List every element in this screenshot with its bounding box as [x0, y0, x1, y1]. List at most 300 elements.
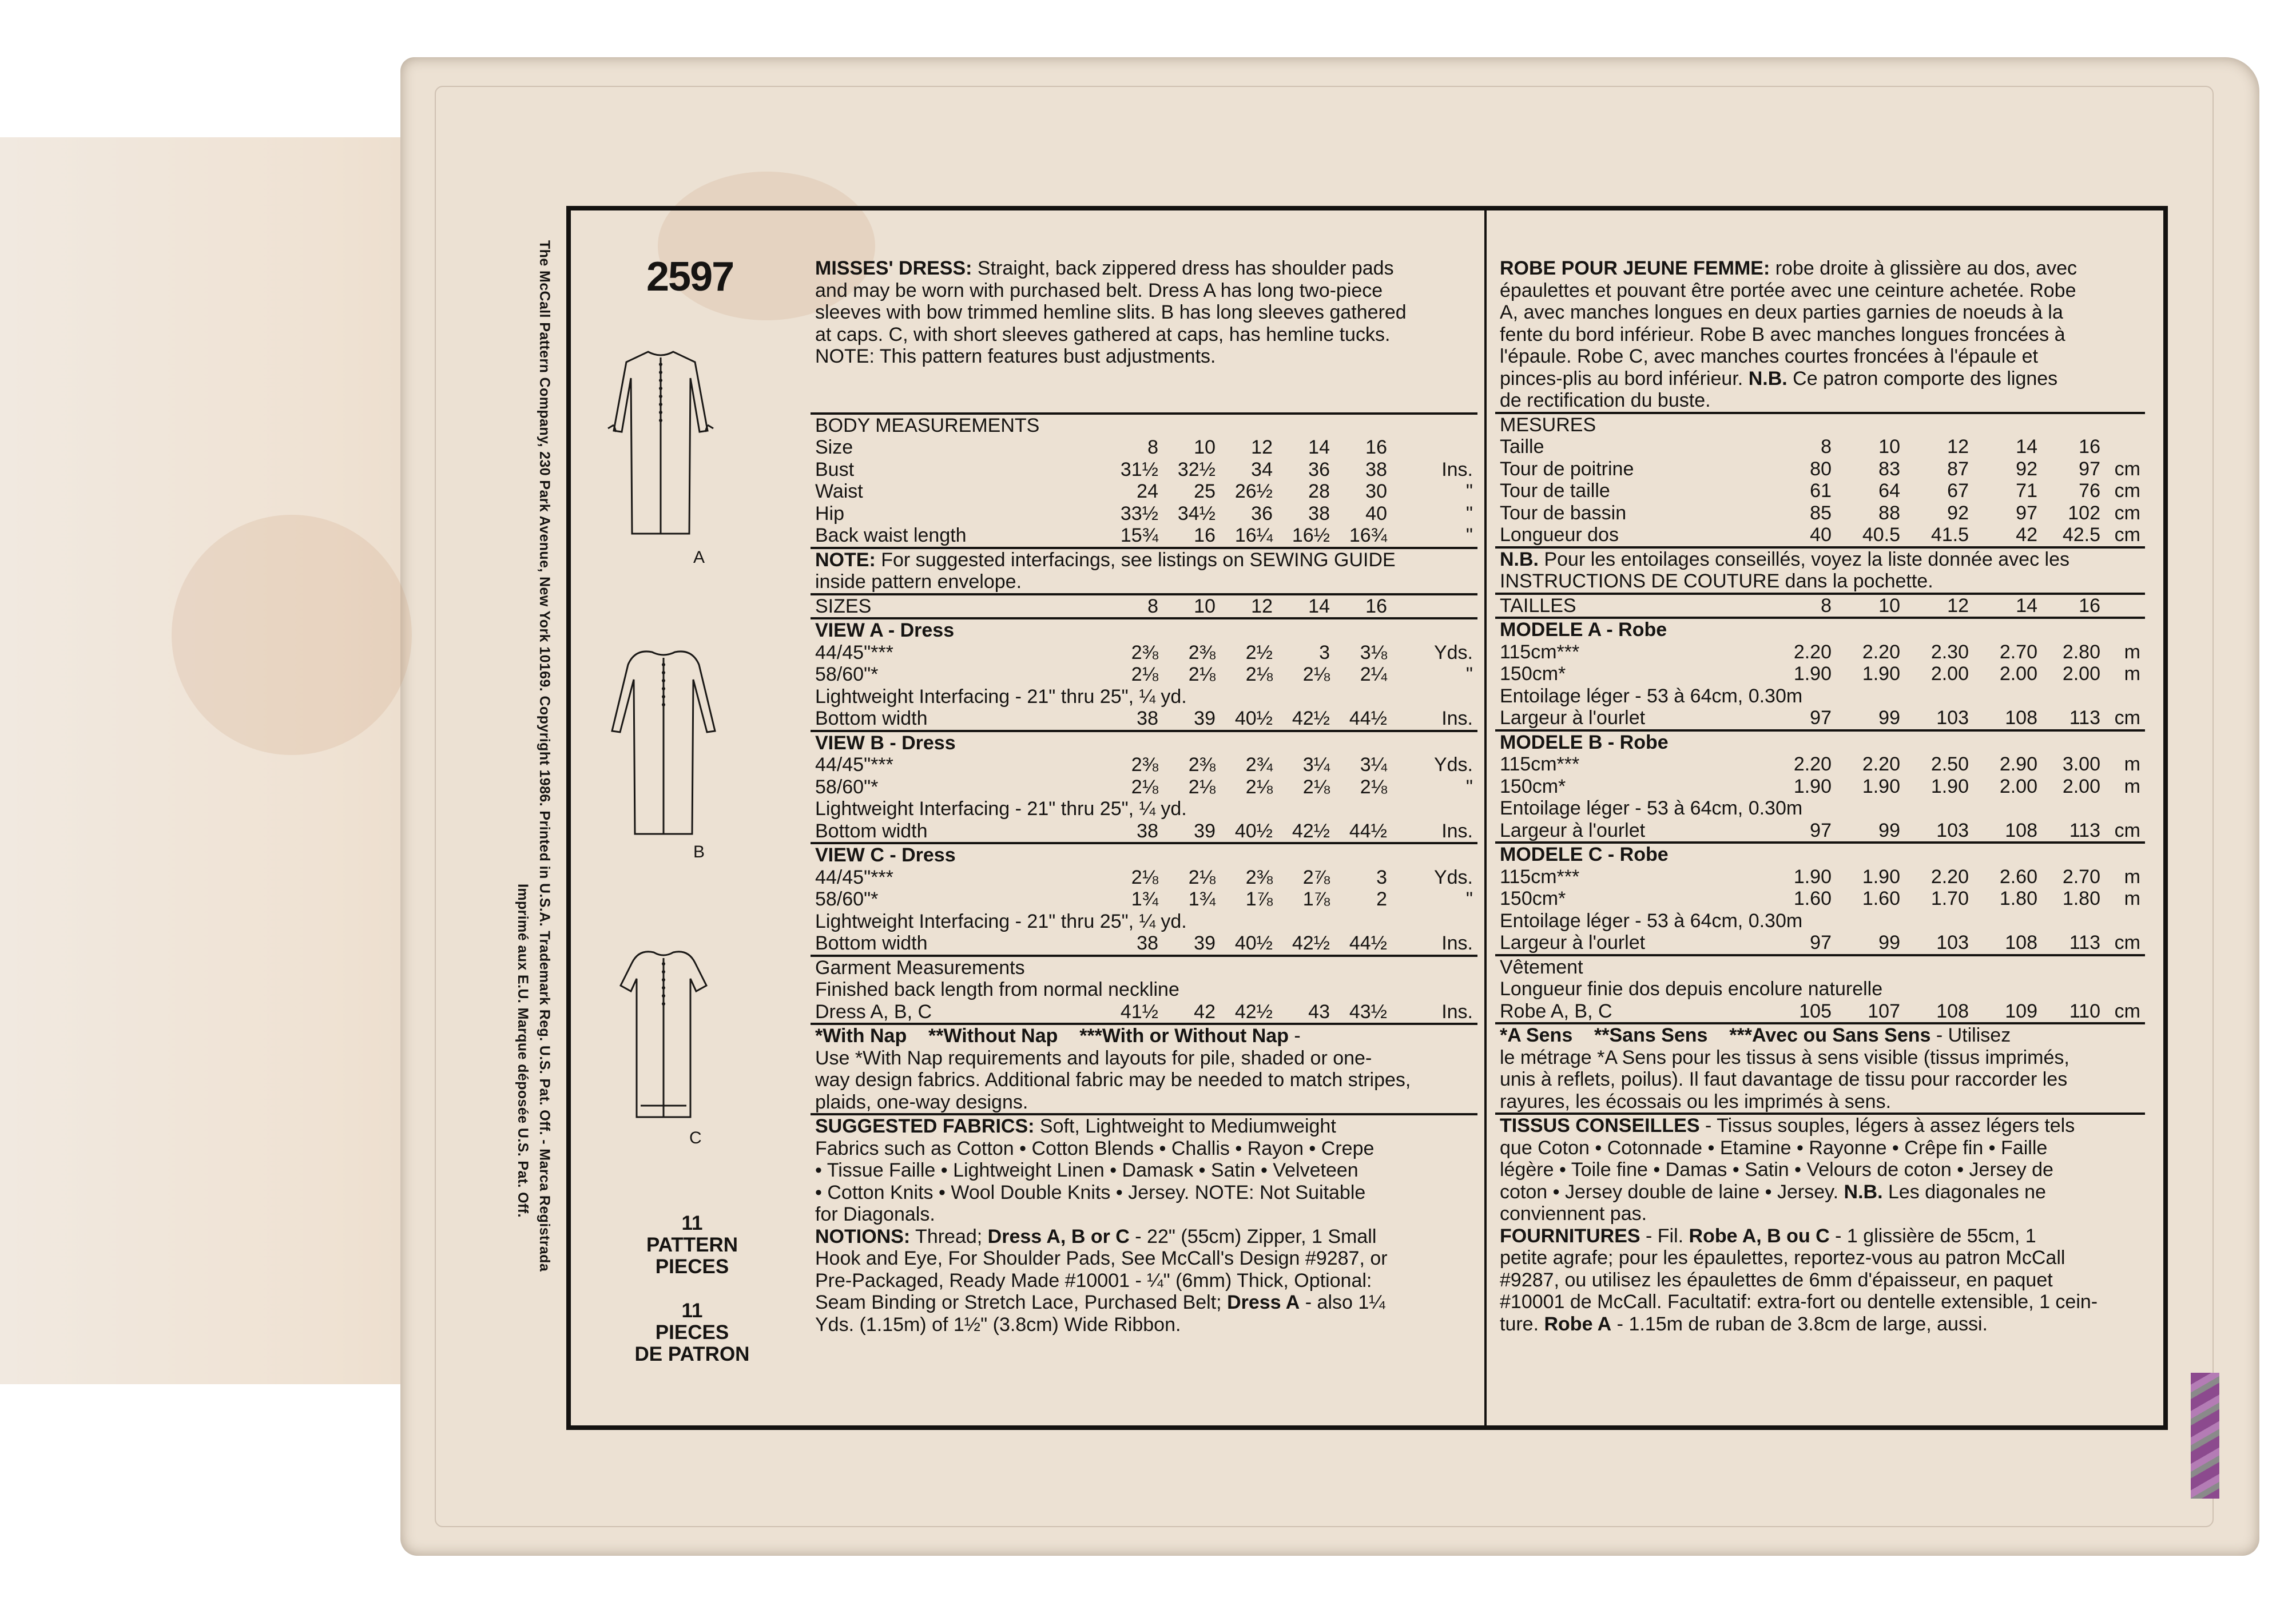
unit-label: m — [2124, 641, 2140, 663]
unit-label: " — [1465, 525, 1473, 546]
bottom-width-row — [1500, 820, 2140, 842]
row-label: Hip — [815, 502, 845, 525]
row-label: 115cm*** — [1500, 865, 1580, 888]
table-cell: 1⅞ — [1245, 888, 1273, 910]
sizes-row — [815, 595, 1473, 618]
unit-label: m — [2124, 775, 2140, 797]
table-cell: 3¼ — [1360, 754, 1387, 776]
table-cell: 10 — [1194, 436, 1215, 458]
measurement-row — [815, 525, 1473, 547]
table-cell: 103 — [1936, 707, 1969, 729]
fr-tissus-conseilles: TISSUS CONSEILLES - Tissus souples, légers à assez légers tels — [1500, 1115, 2075, 1137]
table-cell: 1.60 — [1793, 888, 1832, 909]
english-column: MISSES' DRESS: Straight, back zippered dress has shoulder pads and may be worn with purchased belt. Dress A has long two-piece sleeves with bow trimmed hemline slits. B has long sleeves gathered at caps. C, with short sleeves gathered at caps, has hemline tucks. NOTE: This pattern features bust adjustments. BODY MEASUREMENTS Size 8 10 12 14 16 Bust 31½ 32½ 34 36 38 Ins. Waist 24 25 26½ 28 30 " Hip 33½ 34½ 36 38 40 " Back waist length 15¾ 16 16¼ 16½ 16¾ " NOTE: For suggested interfacings, see listings on SEWING GUIDE inside pattern envelope. SIZES 8 10 12 14 16 VIEW A - Dress 44/45"*** 2⅜ 2⅜ 2½ 3 3⅛ Yds. 58/60"* 2⅛ 2⅛ 2⅛ 2⅛ 2¼ " Lightweight Interfacing - 21" thru 25", ¼ yd. Bottom width 38 39 40½ 42½ 44½ Ins. VIEW B - Dress 44/45"*** 2⅜ 2⅜ 2¾ 3¼ 3¼ Yds. 58/60"* 2⅛ 2⅛ 2⅛ 2⅛ 2⅛ " Lightweight Interfacing - 21" thru 25", ¼ yd. Bottom width 38 39 40½ 42½ 44½ Ins. VIEW C - Dress 44/45"*** 2⅛ 2⅛ 2⅜ 2⅞ 3 Yds. 58/60"* 1¾ 1¾ 1⅞ 1⅞ 2 " Lightweight Interfacing - 21" thru 25", ¼ yd. Bottom width 38 39 40½ 42½ 44½ Ins. Garment Measurements Finished back length from normal neckline Dress A, B, C 41½ 42 42½ 43 43½ Ins. *With Nap **Without Nap ***With or Without Nap - Use *With Nap requirements and layouts for pile, shaded or one- way design fabrics. Additional fabric may be needed to match stripes, plaids, one-way designs. SUGGESTED FABRICS: Soft, Lightweight to Mediumweight Fabrics such as Cotton • Cotton Blends • Challis • Rayon • Crepe • Tissue Faille • Lightweight Linen • Damask • Satin • Velveteen • Cotton Knits • Wool Double Knits • Jersey. NOTE: Not Suitable for Diagonals. NOTIONS: Thread; Dress A, B or C - 22" (55cm) Zipper, 1 Small Hook and Eye, For Shoulder Pads, See McCall's Design #9287, or Pre-Packaged, Ready Made #10001 - ¼" (6mm) Thick, Optional: Seam Binding or Stretch Lace, Purchased Belt; Dress A - also 1¼ Yds. (1.15m) of 1½" (3.8cm) Wide Ribbon. — [815, 257, 1473, 1336]
row-label: SIZES — [815, 595, 872, 617]
table-cell: 40½ — [1234, 708, 1273, 729]
table-cell: 1.80 — [2062, 888, 2100, 909]
table-cell: 2⅛ — [1131, 664, 1158, 685]
table-cell: 1.90 — [1862, 865, 1900, 888]
unit-label: " — [1465, 888, 1473, 910]
en-body-measurements-table — [815, 436, 1473, 547]
table-cell: 2⅛ — [1188, 776, 1215, 798]
table-cell: 39 — [1194, 708, 1215, 729]
row-label: Tour de taille — [1500, 480, 1610, 502]
yardage-row — [815, 664, 1473, 686]
table-cell: 2⅛ — [1245, 664, 1273, 685]
table-cell: 36 — [1251, 502, 1273, 525]
unit-label: cm — [2114, 932, 2140, 953]
view-title — [815, 732, 1473, 754]
table-cell: 113 — [2069, 932, 2100, 953]
table-cell: 109 — [2005, 1000, 2037, 1022]
table-cell: 99 — [1878, 707, 1900, 729]
row-label: MODELE A - Robe — [1500, 619, 1667, 641]
table-cell: 2 — [1376, 888, 1387, 910]
en-sizes-row — [815, 595, 1473, 618]
table-cell: 113 — [2069, 819, 2100, 841]
size-cell: 10 — [1194, 595, 1215, 617]
table-cell: 16¼ — [1234, 525, 1273, 546]
fr-title: ROBE POUR JEUNE FEMME: — [1500, 257, 1770, 279]
table-cell: 97 — [1810, 707, 1832, 729]
view-label-c: C — [689, 1129, 702, 1147]
row-label: 150cm* — [1500, 775, 1566, 797]
row-label: Bottom width — [815, 932, 928, 954]
row-label: 115cm*** — [1500, 753, 1580, 775]
table-cell: 40 — [1810, 524, 1832, 546]
view-label-b: B — [693, 843, 705, 861]
table-cell: 8 — [1147, 436, 1158, 458]
row-label: Bottom width — [815, 708, 928, 729]
table-cell: 64 — [1878, 480, 1900, 502]
table-cell: 16¾ — [1349, 525, 1387, 546]
fr-mesures-heading: MESURES — [1500, 414, 1596, 436]
size-cell: 8 — [1147, 595, 1158, 617]
table-cell: 12 — [1251, 436, 1273, 458]
table-cell: 2⅛ — [1131, 866, 1158, 888]
row-label: 150cm* — [1500, 663, 1566, 685]
en-garment-heading: Garment Measurements — [815, 956, 1025, 979]
measurement-row — [1500, 480, 2140, 502]
table-cell: 3.00 — [2062, 753, 2100, 775]
table-cell: 3 — [1319, 641, 1330, 664]
row-label: Entoilage léger - 53 à 64cm, 0.30m — [1500, 685, 1803, 707]
table-cell: 2.00 — [2062, 775, 2100, 797]
table-cell: 2⅛ — [1188, 866, 1215, 888]
fr-fournitures: FOURNITURES - Fil. Robe A, B ou C - 1 glissière de 55cm, 1 — [1500, 1225, 2036, 1247]
unit-label: cm — [2114, 458, 2140, 480]
size-cell: 16 — [2079, 594, 2100, 617]
unit-label: cm — [2114, 819, 2140, 841]
table-cell: 105 — [1799, 1000, 1832, 1022]
table-cell: 42½ — [1234, 1000, 1273, 1023]
row-label: Entoilage léger - 53 à 64cm, 0.30m — [1500, 909, 1803, 932]
table-cell: 1.60 — [1862, 888, 1900, 909]
table-cell: 97 — [1810, 932, 1832, 953]
table-cell: 103 — [1936, 932, 1969, 953]
row-label: MODELE B - Robe — [1500, 731, 1669, 753]
row-label: Taille — [1500, 436, 1544, 458]
row-label: Lightweight Interfacing - 21" thru 25", ¼ yd. — [815, 798, 1187, 820]
row-label: VIEW B - Dress — [815, 732, 956, 754]
row-label: Tour de poitrine — [1500, 458, 1634, 480]
yardage-row — [1500, 641, 2140, 664]
table-cell: 1.90 — [1862, 775, 1900, 797]
row-label: Robe A, B, C — [1500, 1000, 1612, 1022]
table-cell: 2.00 — [1999, 775, 2037, 797]
table-cell: 1.90 — [1793, 663, 1832, 685]
table-cell: 87 — [1947, 458, 1969, 480]
unit-label: m — [2124, 663, 2140, 685]
unit-label: " — [1465, 480, 1473, 502]
table-cell: 36 — [1308, 458, 1330, 480]
table-cell: 2.00 — [2062, 663, 2100, 685]
size-cell: 12 — [1251, 595, 1273, 617]
table-cell: 71 — [2016, 480, 2037, 502]
table-cell: 2⅛ — [1131, 776, 1158, 798]
table-cell: 41½ — [1120, 1000, 1158, 1023]
en-notions: NOTIONS: Thread; Dress A, B or C - 22" (55cm) Zipper, 1 Small — [815, 1225, 1377, 1247]
interfacing-row — [1500, 685, 2140, 708]
yardage-row — [1500, 888, 2140, 910]
bottom-width-row — [815, 932, 1473, 955]
bottom-width-row — [1500, 707, 2140, 729]
publisher-line: The McCall Pattern Company, 230 Park Avenue, New York 10169. Copyright 1986. Printed in U.S.A. Trademark Reg. U.S. Pat. Off. - Marca Registrada — [537, 240, 553, 1272]
table-cell: 24 — [1137, 480, 1158, 502]
table-cell: 108 — [2005, 819, 2037, 841]
table-cell: 103 — [1936, 819, 1969, 841]
table-cell: 39 — [1194, 820, 1215, 842]
sketch-column — [572, 210, 807, 1423]
table-cell: 38 — [1365, 458, 1387, 480]
table-cell: 1.90 — [1930, 775, 1969, 797]
en-title: MISSES' DRESS: — [815, 257, 972, 279]
table-cell: 2⅜ — [1188, 754, 1215, 776]
table-cell: 2⅛ — [1302, 776, 1330, 798]
unit-label: m — [2124, 865, 2140, 888]
table-cell: 42.5 — [2062, 524, 2100, 546]
interfacing-row — [815, 798, 1473, 820]
table-cell: 2.50 — [1930, 753, 1969, 775]
unit-label: Ins. — [1441, 708, 1473, 729]
table-cell: 31½ — [1120, 458, 1158, 480]
table-cell: 3 — [1376, 866, 1387, 888]
table-cell: 2.70 — [2062, 865, 2100, 888]
table-cell: 92 — [2016, 458, 2037, 480]
table-cell: 2.90 — [1999, 753, 2037, 775]
table-cell: 2.20 — [1930, 865, 1969, 888]
table-cell: 102 — [2068, 502, 2100, 524]
row-label: MODELE C - Robe — [1500, 844, 1669, 865]
row-label: Size — [815, 436, 853, 458]
row-label: 58/60"* — [815, 888, 879, 910]
row-label: Bust — [815, 458, 855, 480]
table-cell: 80 — [1810, 458, 1832, 480]
table-cell: 76 — [2079, 480, 2100, 502]
table-cell: 26½ — [1234, 480, 1273, 502]
table-cell: 97 — [2079, 458, 2100, 480]
yardage-row — [815, 867, 1473, 889]
table-cell: 2.60 — [1999, 865, 2037, 888]
dress-view-a-sketch — [603, 345, 718, 539]
yardage-row — [1500, 866, 2140, 888]
table-cell: 110 — [2069, 1000, 2100, 1022]
table-cell: 43½ — [1349, 1000, 1387, 1023]
view-label-a: A — [693, 548, 705, 567]
row-label: Waist — [815, 480, 863, 502]
bottom-width-row — [815, 820, 1473, 843]
row-label: Largeur à l'ourlet — [1500, 819, 1646, 841]
table-cell: 34 — [1251, 458, 1273, 480]
en-yardage-views — [815, 619, 1473, 957]
table-cell: 2.20 — [1793, 641, 1832, 663]
view-title — [815, 844, 1473, 867]
table-cell: 25 — [1194, 480, 1215, 502]
dress-view-b-sketch — [606, 645, 721, 840]
measurement-row — [1500, 502, 2140, 525]
table-cell: 28 — [1308, 480, 1330, 502]
yardage-row — [1500, 753, 2140, 776]
table-cell: 1¾ — [1131, 888, 1158, 910]
size-cell: 16 — [1365, 595, 1387, 617]
table-cell: 39 — [1194, 932, 1215, 954]
table-cell: 40½ — [1234, 820, 1273, 842]
size-cell: 10 — [1878, 594, 1900, 617]
table-cell: 33½ — [1120, 502, 1158, 525]
table-cell: 1.80 — [1999, 888, 2037, 909]
garment-row — [1500, 1000, 2140, 1023]
interfacing-row — [1500, 797, 2140, 820]
table-cell: 85 — [1810, 502, 1832, 524]
en-body-measurements-heading: BODY MEASUREMENTS — [815, 414, 1040, 436]
table-cell: 97 — [1810, 819, 1832, 841]
table-cell: 42½ — [1292, 820, 1330, 842]
view-title — [1500, 732, 2140, 754]
yardage-row — [815, 642, 1473, 664]
en-garment-row — [815, 1001, 1473, 1023]
row-label: Largeur à l'ourlet — [1500, 932, 1646, 953]
row-label: Bottom width — [815, 820, 928, 842]
unit-label: cm — [2114, 524, 2140, 546]
measurement-row — [815, 459, 1473, 481]
table-cell: 2¼ — [1360, 664, 1387, 685]
fr-vetement-heading: Vêtement — [1500, 956, 1583, 978]
table-cell: 2⅞ — [1302, 866, 1330, 888]
table-cell: 38 — [1137, 820, 1158, 842]
table-cell: 2.20 — [1862, 753, 1900, 775]
table-cell: 97 — [2016, 502, 2037, 524]
yardage-row — [815, 888, 1473, 911]
table-cell: 10 — [1878, 436, 1900, 458]
table-cell: 38 — [1308, 502, 1330, 525]
table-cell: 83 — [1878, 458, 1900, 480]
table-cell: 42½ — [1292, 932, 1330, 954]
table-cell: 14 — [1308, 436, 1330, 458]
unit-label: " — [1465, 776, 1473, 798]
table-cell: 113 — [2069, 707, 2100, 729]
table-cell: 61 — [1810, 480, 1832, 502]
table-cell: 43 — [1308, 1000, 1330, 1023]
unit-label: cm — [2114, 707, 2140, 729]
row-label: 44/45"*** — [815, 866, 893, 888]
table-cell: 99 — [1878, 932, 1900, 953]
table-cell: 2⅛ — [1360, 776, 1387, 798]
row-label: TAILLES — [1500, 594, 1576, 617]
en-suggested-fabrics: SUGGESTED FABRICS: Soft, Lightweight to Mediumweight — [815, 1115, 1336, 1137]
unit-label: Yds. — [1433, 866, 1473, 888]
table-cell: 2¾ — [1245, 754, 1273, 776]
measurement-row — [815, 480, 1473, 503]
table-cell: 1.90 — [1793, 865, 1832, 888]
french-column: ROBE POUR JEUNE FEMME: robe droite à glissière au dos, avec épaulettes et pouvant être portée avec une ceinture achetée. Robe A, avec manches longues en deux parties garnies de noeuds à la fente du bord inférieur. Robe B avec manches longues froncées à l'épaule. Robe C, avec manches courtes froncées à l'épaule et pinces-plis au bord inférieur. N.B. Ce patron comporte des lignes de rectification du buste. MESURES Taille 8 10 12 14 16 Tour de poitrine 80 83 87 92 97 cm Tour de taille 61 64 67 71 76 cm Tour de bassin 85 88 92 97 102 cm Longueur dos 40 40.5 41.5 42 42.5 cm N.B. Pour les entoilages conseillés, voyez la liste donnée avec les INSTRUCTIONS DE COUTURE dans la pochette. TAILLES 8 10 12 14 16 MODELE A - Robe 115cm*** 2.20 2.20 2.30 2.70 2.80 m 150cm* 1.90 1.90 2.00 2.00 2.00 m Entoilage léger - 53 à 64cm, 0.30m Largeur à l'ourlet 97 99 103 108 113 cm MODELE B - Robe 115cm*** 2.20 2.20 2.50 2.90 3.00 m 150cm* 1.90 1.90 1.90 2.00 2.00 m Entoilage léger - 53 à 64cm, 0.30m Largeur à l'ourlet 97 99 103 108 113 cm MODELE C - Robe 115cm*** 1.90 1.90 2.20 2.60 2.70 m 150cm* 1.60 1.60 1.70 1.80 1.80 m Entoilage léger - 53 à 64cm, 0.30m Largeur à l'ourlet 97 99 103 108 113 cm Vêtement Longueur finie dos depuis encolure naturelle Robe A, B, C 105 107 108 109 110 cm *A Sens **Sans Sens ***Avec ou Sans Sens - Utilisez le métrage *A Sens pour les tissus à sens visible (tissus imprimés, unis à reflets, poilus). Il faut davantage de tissu pour raccorder les rayures, les écossais ou les imprimés à sens. TISSUS CONSEILLES - Tissus souples, légers à assez légers tels que Coton • Cotonnade • Etamine • Rayonne • Crêpe fin • Faille légère • Toile fine • Damas • Satin • Velours de coton • Jersey de coton • Jersey double de laine • Jersey. N.B. Les diagonales ne conviennent pas. FOURNITURES - Fil. Robe A, B ou C - 1 glissière de 55cm, 1 petite agrafe; pour les épaulettes, reportez-vous au patron McCall #9287, ou utilisez les épaulettes de 6mm d'épaisseur, en paquet #10001 de McCall. Facultatif: extra-fort ou dentelle extensible, 1 cein- ture. Robe A - 1.15m de ruban de 3.8cm de large, aussi. — [1500, 257, 2140, 1335]
view-title — [1500, 619, 2140, 641]
table-cell: 42 — [1194, 1000, 1215, 1023]
measurement-row — [1500, 436, 2140, 458]
interfacing-row — [1500, 910, 2140, 932]
table-cell: 2⅜ — [1245, 866, 1273, 888]
table-cell: 2.70 — [1999, 641, 2037, 663]
interfacing-row — [815, 911, 1473, 933]
table-cell: 88 — [1878, 502, 1900, 524]
table-cell: 2⅜ — [1188, 641, 1215, 664]
row-label: Entoilage léger - 53 à 64cm, 0.30m — [1500, 797, 1803, 819]
row-label: VIEW A - Dress — [815, 619, 955, 641]
unit-label: Ins. — [1441, 1000, 1473, 1023]
table-cell: 15¾ — [1120, 525, 1158, 546]
row-label: Largeur à l'ourlet — [1500, 707, 1646, 729]
dress-view-c-sketch — [615, 945, 712, 1129]
view-title — [1500, 844, 2140, 866]
table-cell: 99 — [1878, 819, 1900, 841]
fr-mesures-table — [1500, 436, 2140, 546]
pattern-number: 2597 — [646, 254, 734, 300]
size-cell: 14 — [1308, 595, 1330, 617]
table-cell: 14 — [2016, 436, 2037, 458]
table-cell: 2.80 — [2062, 641, 2100, 663]
table-cell: 40 — [1365, 502, 1387, 525]
row-label: 44/45"*** — [815, 641, 893, 664]
pattern-pieces-label: 11 PATTERN PIECES — [646, 1212, 738, 1278]
unit-label: Ins. — [1441, 458, 1473, 480]
unit-label: cm — [2114, 480, 2140, 502]
table-cell: 1¾ — [1188, 888, 1215, 910]
yardage-row — [815, 776, 1473, 798]
table-cell: 1.90 — [1793, 775, 1832, 797]
unit-label: Ins. — [1441, 932, 1473, 954]
envelope-edge-stripe — [2191, 1373, 2219, 1499]
size-cell: 8 — [1821, 594, 1832, 617]
table-cell: 44½ — [1349, 932, 1387, 954]
yardage-row — [815, 754, 1473, 776]
unit-label: " — [1465, 502, 1473, 525]
fr-tailles-row — [1500, 595, 2140, 617]
fr-sens-legend: *A Sens **Sans Sens ***Avec ou Sans Sens - Utilisez — [1500, 1024, 2011, 1046]
row-label: Lightweight Interfacing - 21" thru 25", ¼ yd. — [815, 910, 1187, 932]
table-cell: 108 — [2005, 932, 2037, 953]
table-cell: 3¼ — [1302, 754, 1330, 776]
table-cell: 2.30 — [1930, 641, 1969, 663]
row-label: 58/60"* — [815, 664, 879, 685]
table-cell: 2.00 — [1999, 663, 2037, 685]
measurement-row — [815, 503, 1473, 525]
row-label: Back waist length — [815, 525, 967, 546]
table-cell: 8 — [1821, 436, 1832, 458]
unit-label: Yds. — [1433, 641, 1473, 664]
unit-label: Ins. — [1441, 820, 1473, 842]
table-cell: 42½ — [1292, 708, 1330, 729]
measurement-row — [1500, 458, 2140, 480]
table-cell: 2½ — [1245, 641, 1273, 664]
sizes-row — [1500, 595, 2140, 617]
table-cell: 38 — [1137, 932, 1158, 954]
row-label: 58/60"* — [815, 776, 879, 798]
table-cell: 108 — [1936, 1000, 1969, 1022]
table-cell: 2.00 — [1930, 663, 1969, 685]
table-cell: 108 — [2005, 707, 2037, 729]
table-cell: 2.20 — [1793, 753, 1832, 775]
publisher-line-french: Imprimé aux E.U. Marque déposée U.S. Pat. Off. — [515, 884, 531, 1218]
table-cell: 2.20 — [1862, 641, 1900, 663]
yardage-row — [1500, 663, 2140, 685]
size-cell: 14 — [2016, 594, 2037, 617]
unit-label: cm — [2114, 502, 2140, 524]
unit-label: cm — [2114, 1000, 2140, 1022]
pieces-de-patron-label: 11 PIECES DE PATRON — [634, 1300, 750, 1365]
bottom-width-row — [815, 708, 1473, 730]
table-cell: 41.5 — [1930, 524, 1969, 546]
paper-stain — [172, 515, 412, 755]
row-label: 115cm*** — [1500, 641, 1580, 663]
table-cell: 92 — [1947, 502, 1969, 524]
table-cell: 38 — [1137, 708, 1158, 729]
fr-metrage-modeles — [1500, 619, 2140, 956]
row-label: 44/45"*** — [815, 754, 893, 776]
row-label: 150cm* — [1500, 888, 1566, 909]
measurement-row — [1500, 524, 2140, 546]
table-cell: 1⅞ — [1302, 888, 1330, 910]
table-cell: 16 — [2079, 436, 2100, 458]
measurement-row — [815, 436, 1473, 459]
table-cell: 42 — [2016, 524, 2037, 546]
fr-garment-row — [1500, 1000, 2140, 1023]
table-cell: 2⅜ — [1131, 641, 1158, 664]
yardage-row — [1500, 776, 2140, 798]
table-cell: 67 — [1947, 480, 1969, 502]
table-cell: 34½ — [1177, 502, 1215, 525]
table-cell: 44½ — [1349, 708, 1387, 729]
unit-label: m — [2124, 753, 2140, 775]
table-cell: 40.5 — [1862, 524, 1900, 546]
column-divider — [1484, 210, 1487, 1426]
table-cell: 40½ — [1234, 932, 1273, 954]
table-cell: 16 — [1365, 436, 1387, 458]
interfacing-row — [815, 686, 1473, 708]
table-cell: 2⅜ — [1131, 754, 1158, 776]
row-label: Dress A, B, C — [815, 1000, 932, 1023]
view-title — [815, 619, 1473, 642]
table-cell: 44½ — [1349, 820, 1387, 842]
row-label: Tour de bassin — [1500, 502, 1627, 524]
table-cell: 1.70 — [1930, 888, 1969, 909]
unit-label: m — [2124, 888, 2140, 909]
table-cell: 2⅛ — [1302, 664, 1330, 685]
en-nap-legend: *With Nap **Without Nap ***With or Without Nap - — [815, 1025, 1301, 1047]
table-cell: 30 — [1365, 480, 1387, 502]
table-cell: 1.90 — [1862, 663, 1900, 685]
unit-label: Yds. — [1433, 754, 1473, 776]
table-cell: 107 — [1868, 1000, 1900, 1022]
table-cell: 16½ — [1292, 525, 1330, 546]
